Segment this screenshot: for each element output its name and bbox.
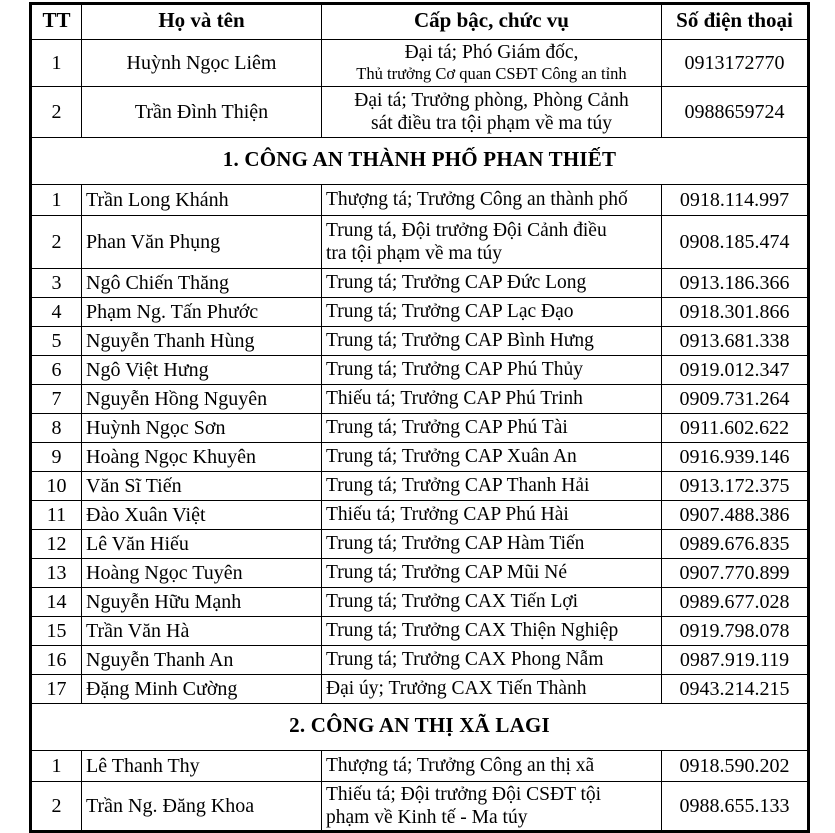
row-phone: 0907.770.899 [662, 559, 809, 588]
row-name: Lê Thanh Thy [82, 751, 322, 782]
row-index: 5 [31, 327, 82, 356]
row-phone: 0913.172.375 [662, 472, 809, 501]
row-name: Văn Sĩ Tiến [82, 472, 322, 501]
row-name: Trần Long Khánh [82, 185, 322, 216]
row-phone: 0908.185.474 [662, 216, 809, 269]
row-index: 7 [31, 385, 82, 414]
row-name: Lê Văn Hiếu [82, 530, 322, 559]
row-index: 9 [31, 443, 82, 472]
row-name: Trần Văn Hà [82, 617, 322, 646]
row-index: 1 [31, 185, 82, 216]
row-rank: Trung tá; Trưởng CAX Thiện Nghiệp [322, 617, 662, 646]
row-rank-line-2: sát điều tra tội phạm về ma túy [371, 113, 612, 134]
row-phone: 0907.488.386 [662, 501, 809, 530]
row-phone: 0988.655.133 [662, 782, 809, 832]
section-heading-1: 1. CÔNG AN THÀNH PHỐ PHAN THIẾT [31, 138, 809, 185]
table-row [31, 327, 809, 356]
row-name: Trần Đình Thiện [82, 87, 322, 138]
row-rank: Trung tá; Trưởng CAP Mũi Né [322, 559, 662, 588]
table-row [31, 443, 809, 472]
row-phone: 0988659724 [662, 87, 809, 138]
table-header-row [31, 4, 809, 40]
table-row [31, 472, 809, 501]
row-rank-line-1: Thiếu tá; Đội trưởng Đội CSĐT tội [326, 783, 602, 805]
table-row [31, 87, 809, 138]
row-name: Ngô Việt Hưng [82, 356, 322, 385]
section-heading-row [31, 138, 809, 185]
table-row [31, 185, 809, 216]
row-name: Phạm Ng. Tấn Phước [82, 298, 322, 327]
row-name: Ngô Chiến Thăng [82, 269, 322, 298]
row-rank [322, 87, 662, 138]
row-name: Hoàng Ngọc Tuyên [82, 559, 322, 588]
row-rank: Trung tá; Trưởng CAP Lạc Đạo [322, 298, 662, 327]
table-row [31, 782, 809, 832]
section-heading-2: 2. CÔNG AN THỊ XÃ LAGI [31, 704, 809, 751]
row-rank: Trung tá; Trưởng CAX Phong Nẫm [322, 646, 662, 675]
row-rank: Thượng tá; Trưởng Công an thị xã [322, 751, 662, 782]
row-name: Đào Xuân Việt [82, 501, 322, 530]
row-index: 11 [31, 501, 82, 530]
row-rank: Trung tá; Trưởng CAP Bình Hưng [322, 327, 662, 356]
row-phone: 0918.590.202 [662, 751, 809, 782]
row-rank: Thượng tá; Trưởng Công an thành phố [322, 185, 662, 216]
row-rank: Thiếu tá; Trưởng CAP Phú Hài [322, 501, 662, 530]
row-phone: 0916.939.146 [662, 443, 809, 472]
table-body [31, 4, 809, 832]
row-name: Đặng Minh Cường [82, 675, 322, 704]
row-phone: 0919.012.347 [662, 356, 809, 385]
row-rank-line-2: tra tội phạm về ma túy [326, 243, 502, 264]
row-index: 2 [31, 87, 82, 138]
table-row [31, 751, 809, 782]
row-rank [322, 782, 662, 832]
row-index: 17 [31, 675, 82, 704]
table-row [31, 356, 809, 385]
row-index: 1 [31, 751, 82, 782]
row-index: 8 [31, 414, 82, 443]
row-index: 1 [31, 40, 82, 87]
table-row [31, 298, 809, 327]
row-index: 16 [31, 646, 82, 675]
table-row [31, 414, 809, 443]
row-index: 3 [31, 269, 82, 298]
table-row [31, 588, 809, 617]
row-phone: 0943.214.215 [662, 675, 809, 704]
row-phone: 0989.677.028 [662, 588, 809, 617]
row-name: Nguyễn Hồng Nguyên [82, 385, 322, 414]
row-name: Nguyễn Hữu Mạnh [82, 588, 322, 617]
column-header-phone: Số điện thoại [662, 4, 809, 40]
table-row [31, 675, 809, 704]
row-index: 6 [31, 356, 82, 385]
column-header-rank: Cấp bậc, chức vụ [322, 4, 662, 40]
row-index: 2 [31, 782, 82, 832]
row-index: 13 [31, 559, 82, 588]
row-phone: 0913172770 [662, 40, 809, 87]
row-phone: 0987.919.119 [662, 646, 809, 675]
row-rank: Trung tá; Trưởng CAP Thanh Hải [322, 472, 662, 501]
row-phone: 0913.186.366 [662, 269, 809, 298]
row-rank-line-1: Trung tá, Đội trưởng Đội Cảnh điều [326, 219, 607, 241]
row-rank-line-1: Đại tá; Trưởng phòng, Phòng Cảnh [354, 89, 629, 111]
row-index: 14 [31, 588, 82, 617]
row-index: 10 [31, 472, 82, 501]
table-row [31, 216, 809, 269]
row-rank-line-2: phạm về Kinh tế - Ma túy [326, 807, 528, 828]
table-row [31, 646, 809, 675]
row-rank: Trung tá; Trưởng CAP Phú Thủy [322, 356, 662, 385]
row-rank: Thiếu tá; Trưởng CAP Phú Trinh [322, 385, 662, 414]
row-index: 4 [31, 298, 82, 327]
table-row [31, 385, 809, 414]
table-row [31, 501, 809, 530]
row-rank [322, 216, 662, 269]
row-phone: 0989.676.835 [662, 530, 809, 559]
row-phone: 0918.301.866 [662, 298, 809, 327]
row-index: 15 [31, 617, 82, 646]
row-index: 2 [31, 216, 82, 269]
section-heading-row [31, 704, 809, 751]
row-rank: Trung tá; Trưởng CAP Xuân An [322, 443, 662, 472]
row-name: Hoàng Ngọc Khuyên [82, 443, 322, 472]
row-rank-line-1: Đại tá; Phó Giám đốc, [404, 42, 579, 64]
row-phone: 0913.681.338 [662, 327, 809, 356]
row-phone: 0919.798.078 [662, 617, 809, 646]
row-name: Nguyễn Thanh Hùng [82, 327, 322, 356]
column-header-tt: TT [31, 4, 82, 40]
row-rank: Trung tá; Trưởng CAP Hàm Tiến [322, 530, 662, 559]
row-rank: Đại úy; Trưởng CAX Tiến Thành [322, 675, 662, 704]
table-row [31, 559, 809, 588]
row-rank: Trung tá; Trưởng CAX Tiến Lợi [322, 588, 662, 617]
row-name: Trần Ng. Đăng Khoa [82, 782, 322, 832]
table-row [31, 269, 809, 298]
column-header-name: Họ và tên [82, 4, 322, 40]
table-row [31, 617, 809, 646]
row-name: Phan Văn Phụng [82, 216, 322, 269]
row-rank-line-2: Thủ trưởng Cơ quan CSĐT Công an tỉnh [356, 63, 627, 83]
row-rank: Trung tá; Trưởng CAP Phú Tài [322, 414, 662, 443]
row-phone: 0909.731.264 [662, 385, 809, 414]
row-phone: 0911.602.622 [662, 414, 809, 443]
row-name: Huỳnh Ngọc Liêm [82, 40, 322, 87]
row-rank: Trung tá; Trưởng CAP Đức Long [322, 269, 662, 298]
table-row [31, 40, 809, 87]
row-name: Nguyễn Thanh An [82, 646, 322, 675]
row-phone: 0918.114.997 [662, 185, 809, 216]
row-name: Huỳnh Ngọc Sơn [82, 414, 322, 443]
row-index: 12 [31, 530, 82, 559]
officer-roster-table [29, 2, 810, 833]
table-row [31, 530, 809, 559]
row-rank [322, 40, 662, 87]
